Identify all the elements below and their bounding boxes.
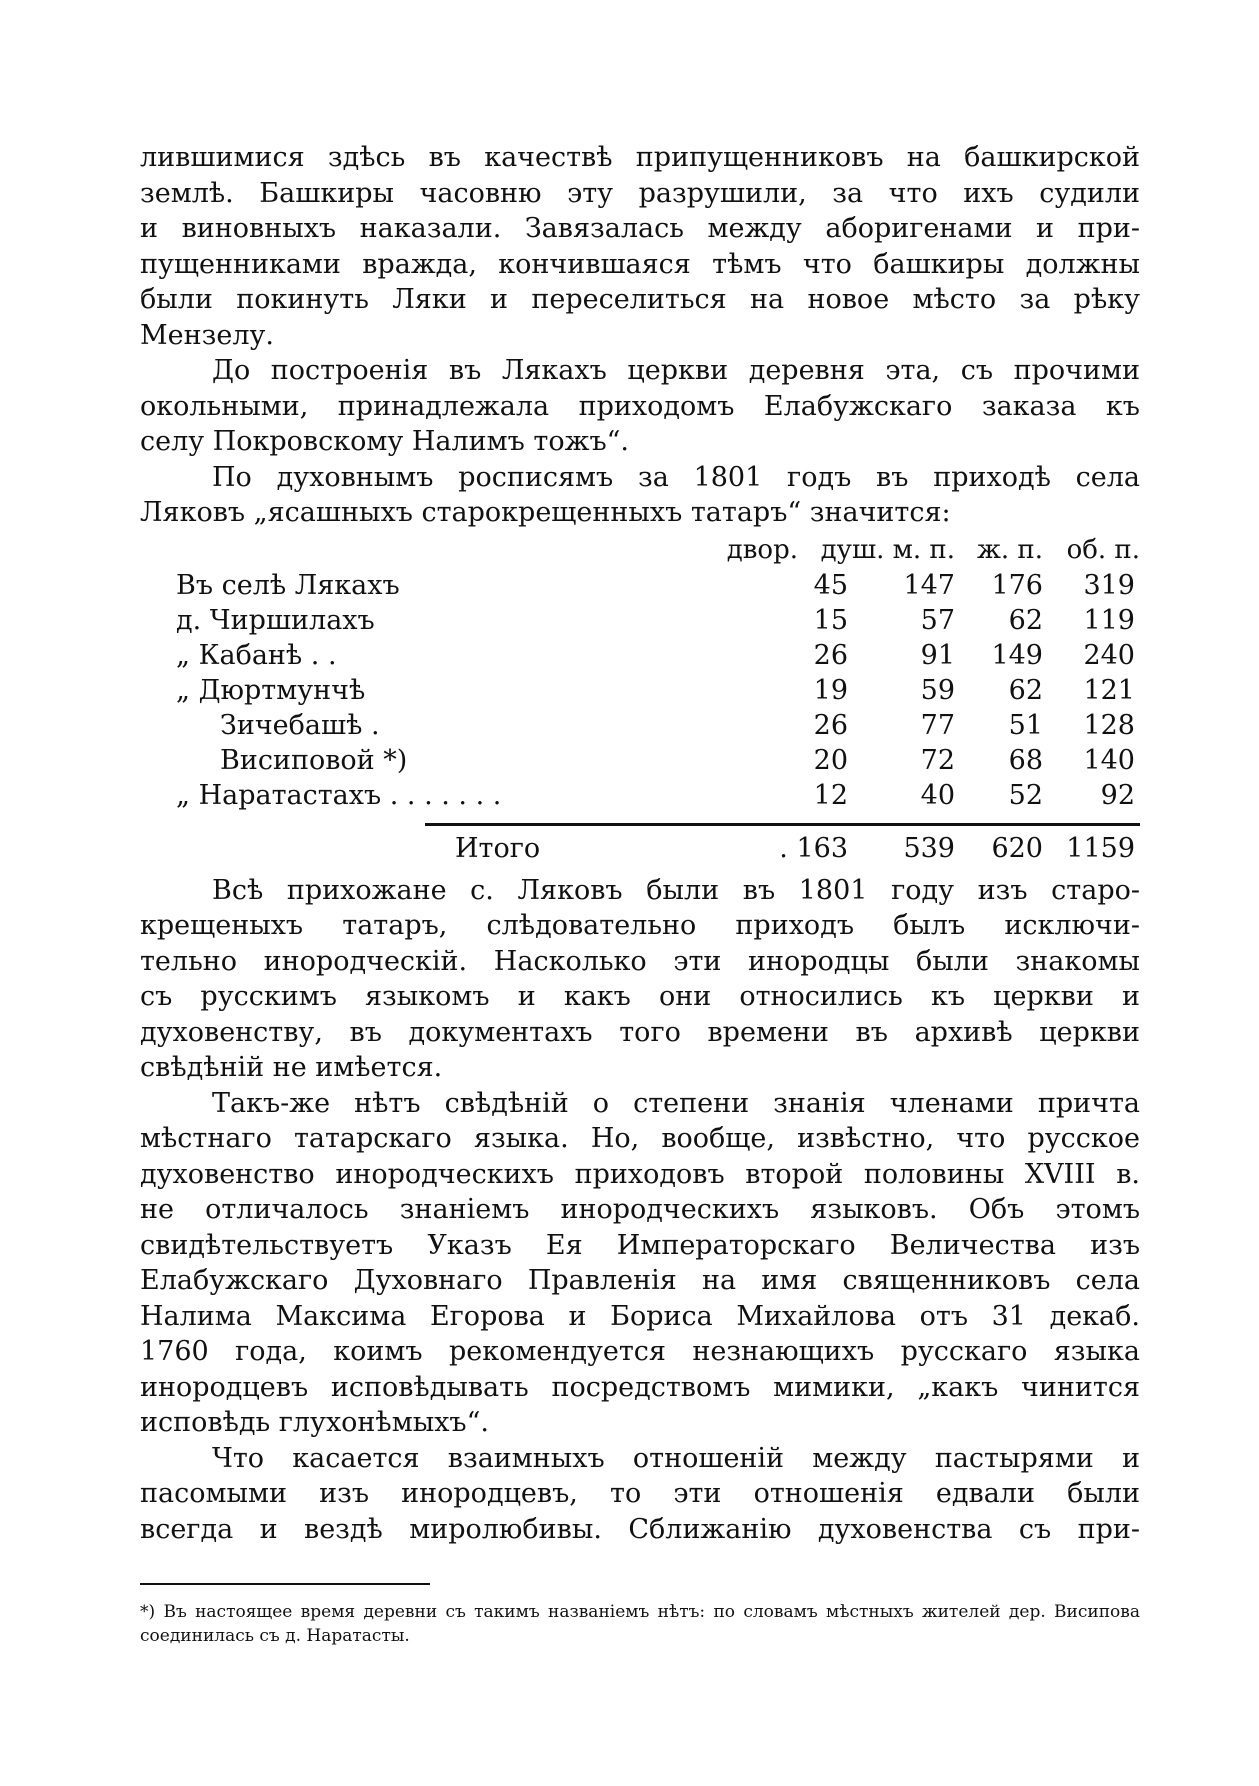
- header-households: двор.: [726, 534, 798, 565]
- row-label: „ Кабанѣ . .: [176, 639, 337, 671]
- paragraph-3: [140, 460, 1140, 531]
- row-female: 52: [1008, 779, 1043, 811]
- text-line: не отличалось знаніемъ инородческихъ языковъ. Объ этомъ: [140, 1194, 1140, 1225]
- text-line: По духовнымъ росписямъ за 1801 годъ въ приходѣ села: [212, 461, 1140, 493]
- row-total: 119: [1083, 604, 1135, 636]
- total-rule: [425, 823, 1140, 826]
- table-row: [140, 743, 1140, 778]
- text-line: Что касается взаимныхъ отношеній между пастырями и: [212, 1442, 1140, 1474]
- row-female: 68: [1008, 744, 1043, 776]
- text-line: пасомыми изъ инородцевъ, то эти отношенія едвали были: [140, 1478, 1140, 1509]
- header-total: об. п.: [1066, 534, 1140, 565]
- row-male: 77: [920, 709, 955, 741]
- text-line: лившимися здѣсь въ качествѣ припущенниковъ на башкирской: [140, 142, 1140, 173]
- text-line: съ русскимъ языкомъ и какъ они относились къ церкви и: [140, 981, 1140, 1012]
- total-male: 539: [903, 832, 955, 864]
- text-line: тельно инородческій. Насколько эти инородцы были знакомы: [140, 945, 1140, 977]
- text-line: свѣдѣній не имѣется.: [140, 1052, 443, 1083]
- row-male: 40: [920, 779, 955, 811]
- row-households: 45: [813, 569, 848, 601]
- page-body: [140, 140, 1140, 1547]
- row-total: 240: [1083, 639, 1135, 671]
- row-label: Зичебашѣ .: [220, 709, 380, 741]
- total-households: . 163: [779, 832, 848, 864]
- text-line: селу Покровскому Налимъ тожъ“.: [140, 426, 630, 457]
- text-line: были покинуть Ляки и переселиться на новое мѣсто за рѣку: [140, 284, 1140, 315]
- row-female: 149: [991, 639, 1043, 671]
- text-line: мѣстнаго татарскаго языка. Но, вообще, извѣстно, что русское: [140, 1123, 1140, 1154]
- total-label: Итого: [455, 832, 541, 864]
- row-total: 121: [1083, 674, 1135, 706]
- text-line: всегда и вездѣ миролюбивы. Сближанію духовенства съ при-: [140, 1513, 1140, 1545]
- footnote-rule: [140, 1583, 430, 1585]
- row-male: 59: [920, 674, 955, 706]
- row-households: 20: [813, 744, 848, 776]
- text-line: крещеныхъ татаръ, слѣдовательно приходъ былъ исключи-: [140, 910, 1140, 941]
- text-line: исповѣдь глухонѣмыхъ“.: [140, 1407, 489, 1438]
- paragraph-4: [140, 873, 1140, 1086]
- text-line: землѣ. Башкиры часовню эту разрушили, за что ихъ судили: [140, 177, 1140, 209]
- text-line: Мензелу.: [140, 319, 274, 351]
- table-row: [140, 603, 1140, 638]
- table-row: [140, 778, 1140, 813]
- total-total: 1159: [1066, 832, 1135, 864]
- text-line: Налима Максима Егорова и Бориса Михайлова отъ 31 декаб.: [140, 1300, 1140, 1332]
- paragraph-2: [140, 353, 1140, 460]
- total-female: 620: [991, 832, 1043, 864]
- table-row: [140, 638, 1140, 673]
- row-total: 128: [1083, 709, 1135, 741]
- row-male: 72: [920, 744, 955, 776]
- header-female: ж. п.: [976, 534, 1043, 565]
- text-line: 1760 года, коимъ рекомендуется незнающихъ русскаго языка: [140, 1336, 1140, 1367]
- text-line: До построенія въ Лякахъ церкви деревня эта, съ прочими: [212, 355, 1140, 386]
- text-line: духовенство инородческихъ приходовъ второй половины XVIII в.: [140, 1158, 1140, 1190]
- table-row: [140, 673, 1140, 708]
- row-female: 176: [991, 569, 1043, 601]
- row-female: 51: [1008, 709, 1043, 741]
- paragraph-5: [140, 1086, 1140, 1441]
- table-row: [140, 568, 1140, 603]
- text-line: Всѣ прихожане с. Ляковъ были въ 1801 году изъ старо-: [212, 874, 1140, 906]
- row-label: Висиповой *): [220, 744, 408, 776]
- header-souls-male: душ. м. п.: [820, 534, 955, 565]
- row-households: 15: [813, 604, 848, 636]
- text-line: окольными, принадлежала приходомъ Елабужскаго заказа къ: [140, 390, 1140, 422]
- text-line: пущенниками вражда, кончившаяся тѣмъ что башкиры должны: [140, 248, 1140, 280]
- row-label: д. Чиршилахъ: [176, 604, 375, 636]
- row-label: Въ селѣ Лякахъ: [176, 569, 400, 601]
- row-female: 62: [1008, 604, 1043, 636]
- row-total: 92: [1100, 779, 1135, 811]
- row-households: 26: [813, 709, 848, 741]
- paragraph-6: [140, 1441, 1140, 1548]
- text-line: Ляковъ „ясашныхъ старокрещенныхъ татаръ“ значится:: [140, 497, 951, 528]
- row-male: 91: [920, 639, 955, 671]
- table-total-row: [140, 831, 1140, 866]
- text-line: Такъ-же нѣтъ свѣдѣній о степени знанія членами причта: [212, 1087, 1140, 1119]
- row-total: 140: [1083, 744, 1135, 776]
- census-table: [140, 533, 1140, 873]
- text-line: и виновныхъ наказали. Завязалась между аборигенами и при-: [140, 213, 1140, 244]
- text-line: инородцевъ исповѣдывать посредствомъ мимики, „какъ чинится: [140, 1371, 1140, 1403]
- text-line: духовенству, въ документахъ того времени въ архивѣ церкви: [140, 1016, 1140, 1048]
- paragraph-1: [140, 140, 1140, 353]
- row-total: 319: [1083, 569, 1135, 601]
- row-label: „ Наратастахъ . . . . . . .: [176, 779, 502, 811]
- row-male: 147: [903, 569, 955, 601]
- row-male: 57: [920, 604, 955, 636]
- row-female: 62: [1008, 674, 1043, 706]
- footnote: *) Въ настоящее время деревни съ такимъ названіемъ нѣтъ: по словамъ мѣстныхъ жителей дер. Висипова соединилась съ д. Наратасты.: [140, 1602, 1140, 1646]
- table-row: [140, 708, 1140, 743]
- text-line: свидѣтельствуетъ Указъ Ея Императорскаго Величества изъ: [140, 1229, 1140, 1261]
- row-households: 12: [813, 779, 848, 811]
- row-households: 19: [813, 674, 848, 706]
- text-line: Елабужскаго Духовнаго Правленія на имя священниковъ села: [140, 1265, 1140, 1296]
- table-header-row: [140, 533, 1140, 568]
- row-households: 26: [813, 639, 848, 671]
- row-label: „ Дюртмунчѣ: [176, 674, 366, 706]
